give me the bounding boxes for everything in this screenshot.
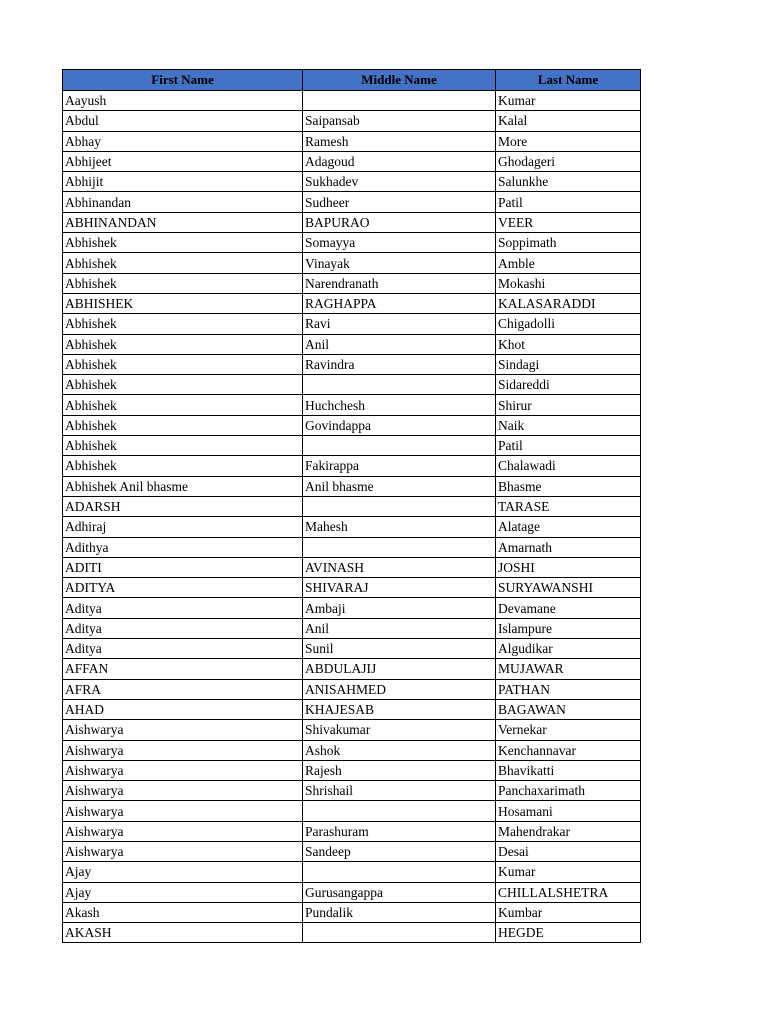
cell-last-name: Chigadolli: [496, 314, 641, 334]
cell-middle-name: Pundalik: [303, 902, 496, 922]
table-row: [63, 821, 641, 841]
cell-first-name: Abhishek: [63, 375, 303, 395]
table-row: [63, 557, 641, 577]
names-table: [62, 69, 641, 943]
cell-middle-name: [303, 923, 496, 943]
cell-last-name: CHILLALSHETRA: [496, 882, 641, 902]
cell-first-name: Aishwarya: [63, 720, 303, 740]
cell-last-name: PATHAN: [496, 679, 641, 699]
cell-middle-name: Ramesh: [303, 131, 496, 151]
table-row: [63, 436, 641, 456]
table-row: [63, 659, 641, 679]
cell-last-name: KALASARADDI: [496, 293, 641, 313]
cell-middle-name: Ravi: [303, 314, 496, 334]
table-body: [63, 91, 641, 943]
cell-middle-name: [303, 537, 496, 557]
cell-last-name: VEER: [496, 212, 641, 232]
table-row: [63, 639, 641, 659]
cell-middle-name: Rajesh: [303, 760, 496, 780]
cell-middle-name: AVINASH: [303, 557, 496, 577]
cell-middle-name: Anil: [303, 334, 496, 354]
cell-middle-name: Ravindra: [303, 354, 496, 374]
table-row: [63, 192, 641, 212]
table-row: [63, 923, 641, 943]
cell-first-name: ADITI: [63, 557, 303, 577]
cell-last-name: Sidareddi: [496, 375, 641, 395]
cell-first-name: Abhishek: [63, 456, 303, 476]
cell-last-name: Chalawadi: [496, 456, 641, 476]
cell-middle-name: ABDULAJIJ: [303, 659, 496, 679]
table-row: [63, 679, 641, 699]
cell-last-name: Ghodageri: [496, 151, 641, 171]
cell-first-name: Ajay: [63, 862, 303, 882]
cell-last-name: TARASE: [496, 496, 641, 516]
table-row: [63, 720, 641, 740]
cell-last-name: Vernekar: [496, 720, 641, 740]
table-row: [63, 517, 641, 537]
table-row: [63, 882, 641, 902]
cell-last-name: Amble: [496, 253, 641, 273]
cell-middle-name: Anil: [303, 618, 496, 638]
cell-last-name: Kumar: [496, 91, 641, 111]
cell-first-name: Adhiraj: [63, 517, 303, 537]
table-row: [63, 456, 641, 476]
cell-first-name: Aishwarya: [63, 821, 303, 841]
cell-first-name: Aishwarya: [63, 801, 303, 821]
cell-middle-name: Shivakumar: [303, 720, 496, 740]
cell-first-name: Aishwarya: [63, 760, 303, 780]
cell-first-name: Abhinandan: [63, 192, 303, 212]
cell-last-name: Amarnath: [496, 537, 641, 557]
cell-middle-name: Ambaji: [303, 598, 496, 618]
cell-middle-name: Shrishail: [303, 781, 496, 801]
cell-last-name: SURYAWANSHI: [496, 578, 641, 598]
cell-last-name: Devamane: [496, 598, 641, 618]
table-row: [63, 598, 641, 618]
table-row: [63, 618, 641, 638]
table-row: [63, 476, 641, 496]
cell-middle-name: Vinayak: [303, 253, 496, 273]
cell-last-name: Bhasme: [496, 476, 641, 496]
cell-middle-name: [303, 436, 496, 456]
table-row: [63, 760, 641, 780]
cell-first-name: Abhishek Anil bhasme: [63, 476, 303, 496]
table-row: [63, 253, 641, 273]
cell-first-name: AFRA: [63, 679, 303, 699]
cell-first-name: Abdul: [63, 111, 303, 131]
cell-middle-name: [303, 91, 496, 111]
cell-middle-name: Fakirappa: [303, 456, 496, 476]
cell-last-name: Salunkhe: [496, 172, 641, 192]
cell-first-name: Abhishek: [63, 436, 303, 456]
table-row: [63, 233, 641, 253]
cell-first-name: Abhay: [63, 131, 303, 151]
cell-first-name: ADARSH: [63, 496, 303, 516]
table-row: [63, 415, 641, 435]
cell-middle-name: Mahesh: [303, 517, 496, 537]
cell-middle-name: Govindappa: [303, 415, 496, 435]
table-row: [63, 111, 641, 131]
cell-middle-name: [303, 862, 496, 882]
cell-last-name: Algudikar: [496, 639, 641, 659]
cell-last-name: Kalal: [496, 111, 641, 131]
cell-first-name: Akash: [63, 902, 303, 922]
table-row: [63, 334, 641, 354]
cell-last-name: Khot: [496, 334, 641, 354]
cell-middle-name: Huchchesh: [303, 395, 496, 415]
header-row: [63, 70, 641, 91]
cell-first-name: AFFAN: [63, 659, 303, 679]
cell-last-name: BAGAWAN: [496, 699, 641, 719]
table-row: [63, 172, 641, 192]
cell-first-name: Ajay: [63, 882, 303, 902]
cell-last-name: Kumar: [496, 862, 641, 882]
table-row: [63, 740, 641, 760]
cell-last-name: Patil: [496, 192, 641, 212]
cell-first-name: Aishwarya: [63, 740, 303, 760]
cell-first-name: Aditya: [63, 598, 303, 618]
cell-first-name: ABHISHEK: [63, 293, 303, 313]
cell-middle-name: Parashuram: [303, 821, 496, 841]
cell-middle-name: SHIVARAJ: [303, 578, 496, 598]
table-row: [63, 496, 641, 516]
cell-last-name: Mokashi: [496, 273, 641, 293]
table-row: [63, 314, 641, 334]
table-row: [63, 131, 641, 151]
cell-middle-name: Sunil: [303, 639, 496, 659]
cell-last-name: MUJAWAR: [496, 659, 641, 679]
cell-middle-name: Sudheer: [303, 192, 496, 212]
cell-first-name: Abhishek: [63, 334, 303, 354]
cell-first-name: ADITYA: [63, 578, 303, 598]
cell-first-name: Abhishek: [63, 354, 303, 374]
cell-middle-name: Ashok: [303, 740, 496, 760]
cell-middle-name: Adagoud: [303, 151, 496, 171]
cell-first-name: Abhishek: [63, 253, 303, 273]
cell-first-name: AHAD: [63, 699, 303, 719]
table-row: [63, 699, 641, 719]
table-row: [63, 354, 641, 374]
cell-last-name: Patil: [496, 436, 641, 456]
cell-middle-name: KHAJESAB: [303, 699, 496, 719]
cell-first-name: Aditya: [63, 618, 303, 638]
cell-middle-name: Gurusangappa: [303, 882, 496, 902]
cell-first-name: Aditya: [63, 639, 303, 659]
table-row: [63, 801, 641, 821]
cell-last-name: Islampure: [496, 618, 641, 638]
cell-first-name: Aayush: [63, 91, 303, 111]
cell-first-name: Abhijit: [63, 172, 303, 192]
cell-middle-name: Sandeep: [303, 841, 496, 861]
cell-first-name: Abhishek: [63, 415, 303, 435]
table-row: [63, 841, 641, 861]
table-row: [63, 91, 641, 111]
table-row: [63, 537, 641, 557]
cell-first-name: Abhijeet: [63, 151, 303, 171]
cell-last-name: Bhavikatti: [496, 760, 641, 780]
cell-middle-name: [303, 496, 496, 516]
cell-first-name: Abhishek: [63, 395, 303, 415]
table-row: [63, 151, 641, 171]
cell-first-name: Abhishek: [63, 314, 303, 334]
table-row: [63, 862, 641, 882]
cell-first-name: Abhishek: [63, 233, 303, 253]
table-row: [63, 578, 641, 598]
cell-last-name: Panchaxarimath: [496, 781, 641, 801]
header-first-name: First Name: [63, 70, 303, 91]
table-row: [63, 781, 641, 801]
cell-last-name: JOSHI: [496, 557, 641, 577]
cell-last-name: Mahendrakar: [496, 821, 641, 841]
cell-last-name: HEGDE: [496, 923, 641, 943]
cell-middle-name: Sukhadev: [303, 172, 496, 192]
cell-middle-name: BAPURAO: [303, 212, 496, 232]
cell-middle-name: [303, 375, 496, 395]
cell-last-name: Shirur: [496, 395, 641, 415]
cell-last-name: Kenchannavar: [496, 740, 641, 760]
table-row: [63, 375, 641, 395]
cell-last-name: Kumbar: [496, 902, 641, 922]
cell-last-name: Hosamani: [496, 801, 641, 821]
cell-first-name: AKASH: [63, 923, 303, 943]
cell-first-name: Adithya: [63, 537, 303, 557]
cell-first-name: Aishwarya: [63, 781, 303, 801]
table-row: [63, 395, 641, 415]
cell-middle-name: Saipansab: [303, 111, 496, 131]
cell-last-name: Alatage: [496, 517, 641, 537]
cell-last-name: Sindagi: [496, 354, 641, 374]
cell-middle-name: Anil bhasme: [303, 476, 496, 496]
cell-last-name: Naik: [496, 415, 641, 435]
header-middle-name: Middle Name: [303, 70, 496, 91]
cell-first-name: Abhishek: [63, 273, 303, 293]
table-row: [63, 273, 641, 293]
table-row: [63, 902, 641, 922]
table-row: [63, 212, 641, 232]
cell-middle-name: Somayya: [303, 233, 496, 253]
cell-middle-name: ANISAHMED: [303, 679, 496, 699]
header-last-name: Last Name: [496, 70, 641, 91]
cell-first-name: Aishwarya: [63, 841, 303, 861]
cell-last-name: Soppimath: [496, 233, 641, 253]
cell-last-name: More: [496, 131, 641, 151]
cell-middle-name: [303, 801, 496, 821]
cell-last-name: Desai: [496, 841, 641, 861]
table-row: [63, 293, 641, 313]
cell-middle-name: Narendranath: [303, 273, 496, 293]
cell-first-name: ABHINANDAN: [63, 212, 303, 232]
cell-middle-name: RAGHAPPA: [303, 293, 496, 313]
